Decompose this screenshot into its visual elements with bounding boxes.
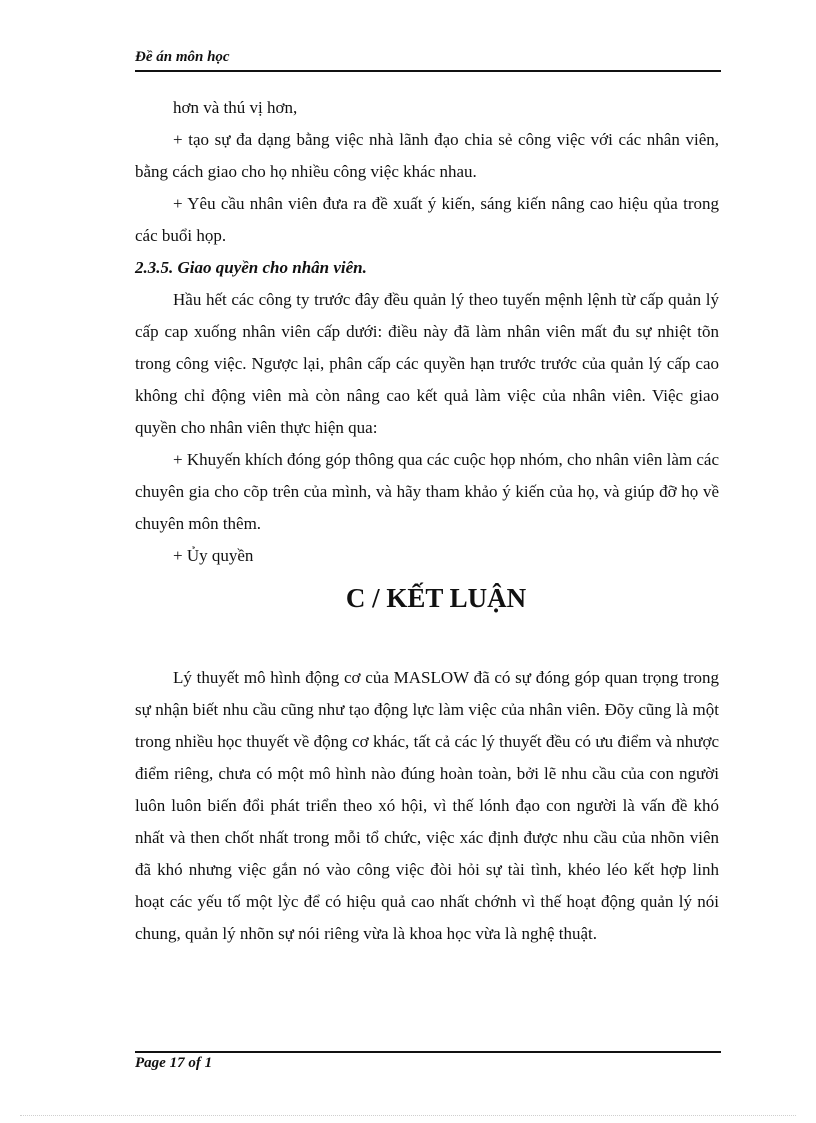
footer-divider <box>135 1051 721 1053</box>
paragraph: + tạo sự đa dạng bằng việc nhà lãnh đạo chia sẻ công việc với các nhân viên, bằng cách giao cho họ nhiều công việc khác nhau. <box>135 130 719 181</box>
page-edge-line <box>20 1115 796 1116</box>
paragraph: Lý thuyết mô hình động cơ của MASLOW đã có sự đóng góp quan trọng trong sự nhận biết nhu cầu cũng như tạo động lực làm việc của nhân viên. Đõy cũng là một trong nhiều học thuyết về động cơ khác, tất cả các lý thuyết đều có ưu điểm và nhược điểm riêng, chưa có một mô hình nào đúng hoàn toàn, bởi lẽ nhu cầu của con người luôn luôn biến đổi phát triển theo xó hội, vì thế lónh đạo con người là vấn đề khó nhất và then chốt nhất trong mỗi tổ chức, việc xác định được nhu cầu của nhõn viên đã khó nhưng việc gắn nó vào công việc đòi hỏi sự tài tình, khéo léo kết hợp linh hoạt các yếu tố một lỳc để có hiệu quả cao nhất chớnh vì thế hoạt động quản lý nói chung, quản lý nhõn sự nói riêng vừa là khoa học vừa là nghệ thuật. <box>135 668 719 943</box>
paragraph: hơn và thú vị hơn, <box>173 98 298 117</box>
paragraph: + Khuyến khích đóng góp thông qua các cuộc họp nhóm, cho nhân viên làm các chuyên gia cho cõp trên của mình, và hãy tham khảo ý kiến của họ, và giúp đỡ họ về chuyên môn thêm. <box>135 450 719 533</box>
paragraph: + Yêu cầu nhân viên đưa ra đề xuất ý kiến, sáng kiến nâng cao hiệu qủa trong các buổi họp. <box>135 194 719 245</box>
paragraph: Hầu hết các công ty trước đây đều quản lý theo tuyến mệnh lệnh từ cấp quản lý cấp cap xuống nhân viên cấp dưới: điều này đã làm nhân viên mất đu sự nhiệt tõn trong công việc. Ngược lại, phân cấp các quyền hạn trước trước của quản lý cấp cao không chỉ động viên mà còn nâng cao kết quả làm việc của nhân viên. Việc giao quyền cho nhân viên thực hiện qua: <box>135 290 719 437</box>
section-title: C / KẾT LUẬN <box>345 583 527 613</box>
header-divider <box>135 70 721 72</box>
paragraph: + Ủy quyền <box>173 546 254 565</box>
section-spacer <box>135 618 719 662</box>
page-header-title: Đề án môn học <box>135 49 230 65</box>
document-body <box>135 92 719 950</box>
page-footer-label: Page 17 of 1 <box>135 1055 213 1071</box>
section-subheading: 2.3.5. Giao quyền cho nhân viên. <box>135 258 367 277</box>
